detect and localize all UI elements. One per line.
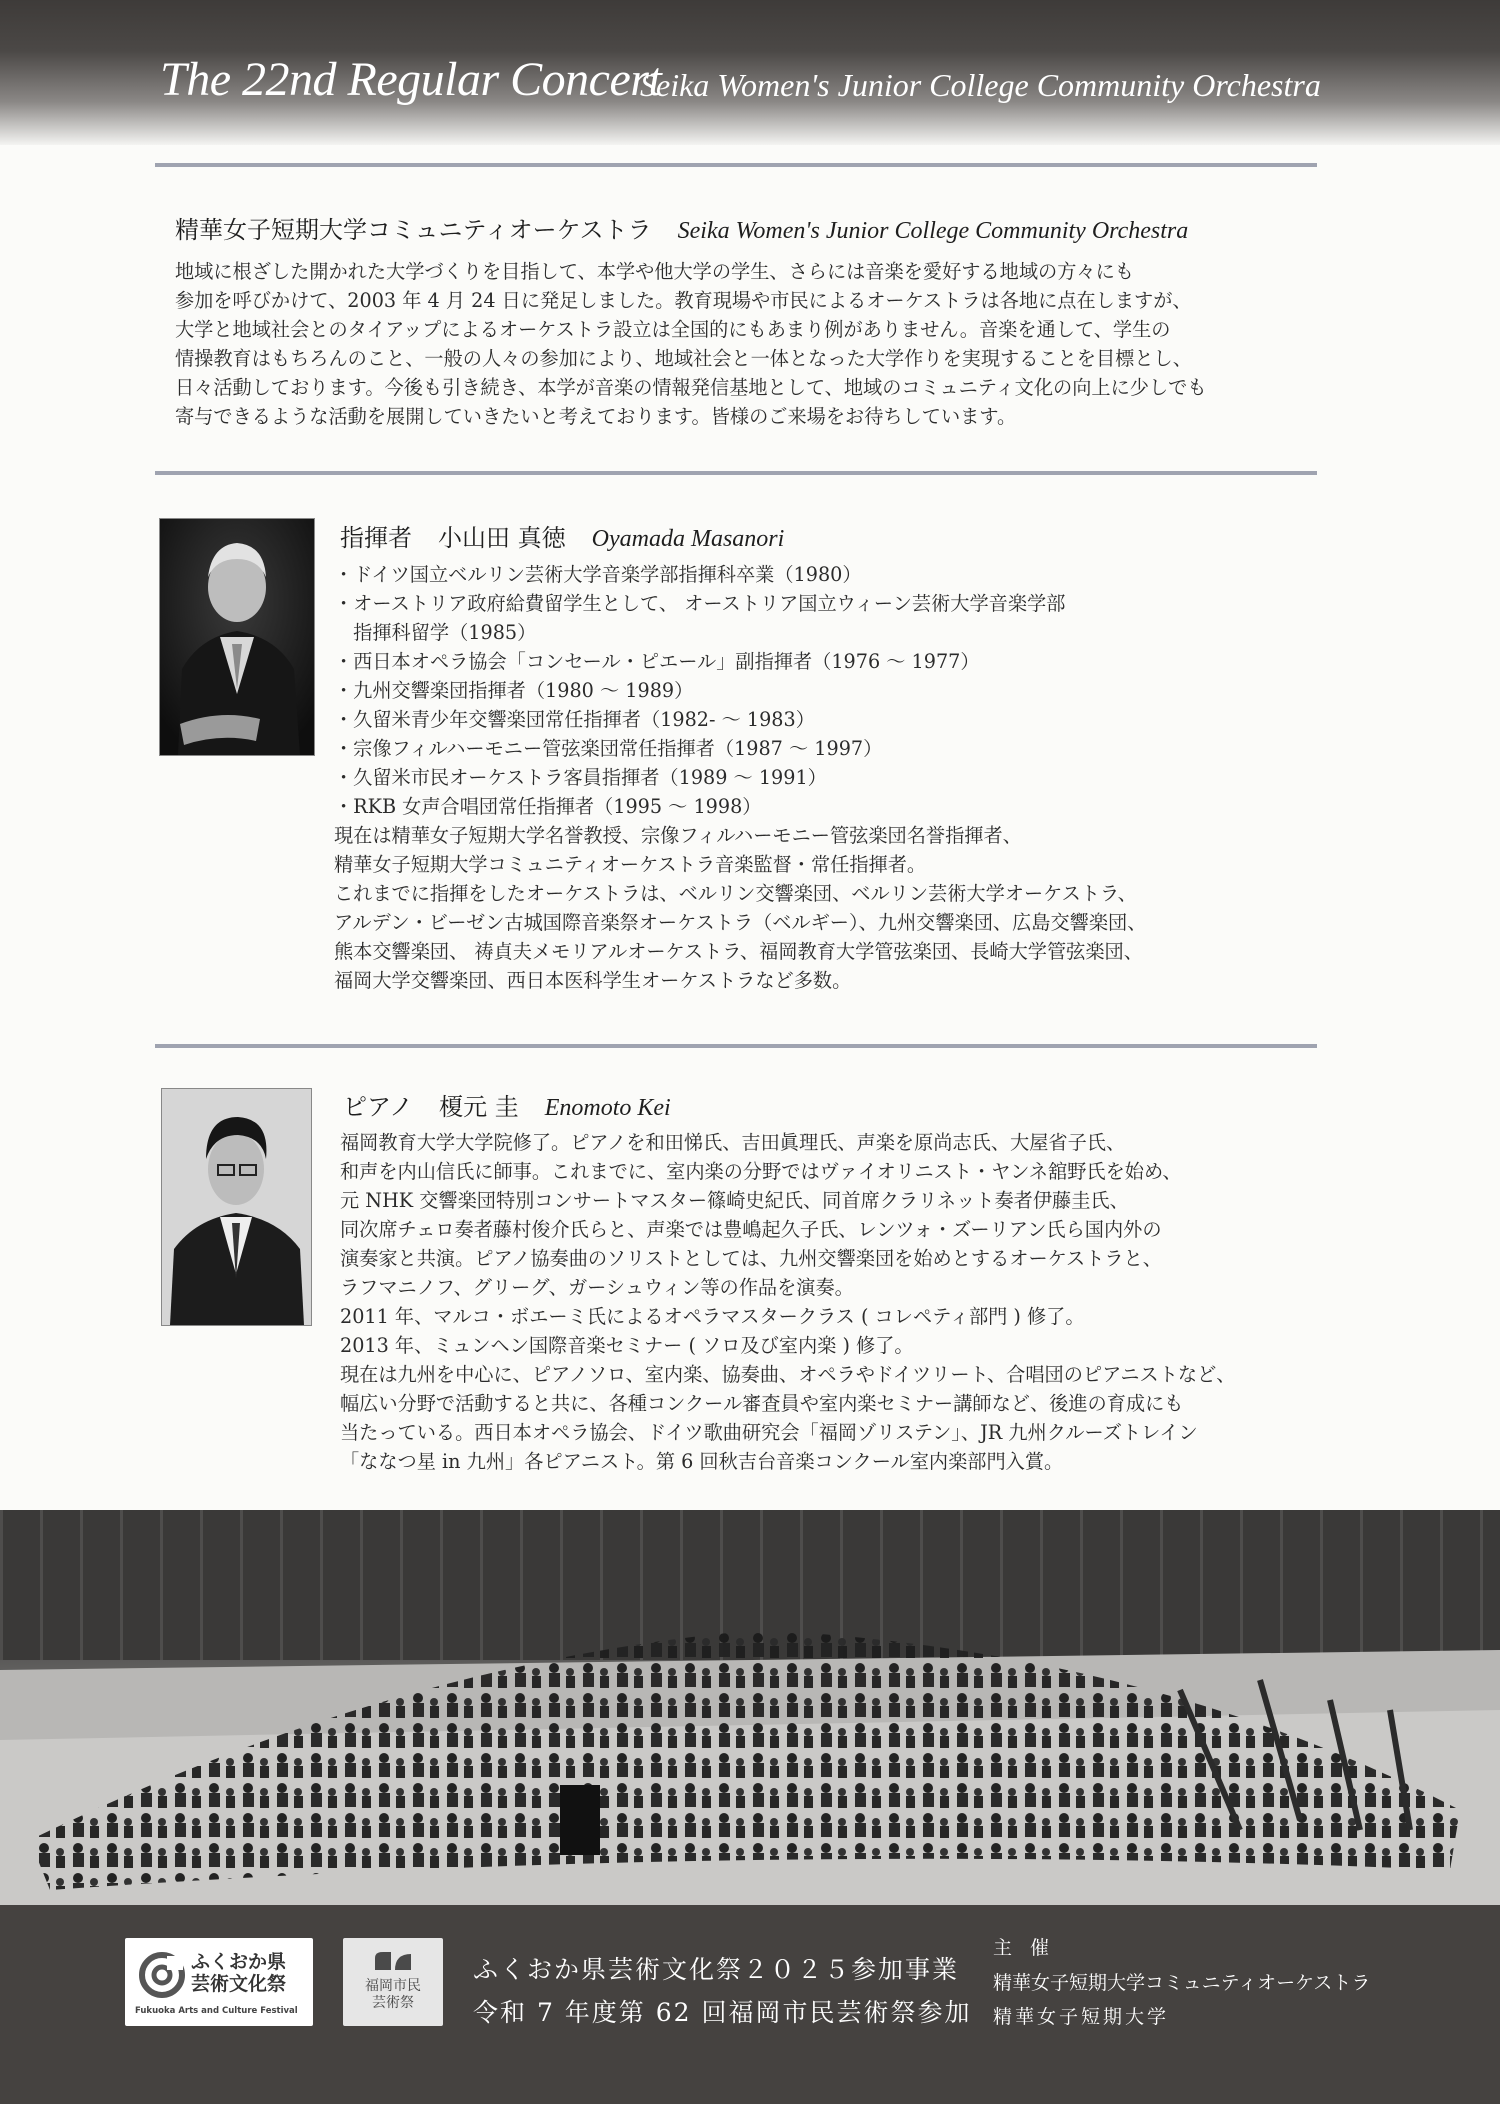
orchestra-stage-image: [0, 1510, 1500, 1905]
career-item: ・久留米市民オーケストラ客員指揮者（1989 ～ 1991）: [334, 766, 827, 789]
logo-text-en: Fukuoka Arts and Culture Festival: [135, 2006, 298, 2016]
conductor-role: 指揮者: [340, 524, 412, 552]
pianist-name-en: Enomoto Kei: [544, 1095, 671, 1121]
host-college: 精華女子短期大学: [993, 2006, 1170, 2028]
pianist-portrait-image: [162, 1089, 311, 1325]
conductor-name-ja: 小山田 真徳: [438, 524, 566, 552]
career-item: ・オーストリア政府給費留学生として、 オーストリア国立ウィーン芸術大学音楽学部: [334, 592, 1066, 615]
paragraph-line: 大学と地域社会とのタイアップによるオーケストラ設立は全国的にもあまり例がありません。音楽を通して、学生の: [175, 318, 1171, 341]
career-item: 指揮科留学（1985）: [334, 621, 537, 644]
spiral-logo-icon: [139, 1952, 185, 1998]
conductor-portrait-image: [160, 519, 314, 755]
pianist-bio: [340, 1128, 1235, 1476]
bio-line: 元 NHK 交響楽団特別コンサートマスター篠崎史紀氏、同首席クラリネット奏者伊藤圭氏、: [340, 1189, 1129, 1212]
pianist-photo: [161, 1088, 312, 1326]
conductor-title: [340, 518, 784, 553]
orchestra-name-header: Seika Women's Junior College Community Orchestra: [640, 67, 1321, 103]
bio-line: 2013 年、ミュンヘン国際音楽セミナー ( ソロ及び室内楽 ) 修了。: [340, 1334, 914, 1357]
pianist-name-ja: 榎元 圭: [439, 1093, 519, 1121]
logo-text-line1: ふくおか県: [191, 1951, 287, 1973]
bio-line: 現在は九州を中心に、ピアノソロ、室内楽、協奏曲、オペラやドイツリート、合唱団のピアニストなど、: [340, 1363, 1236, 1386]
concert-title: The 22nd Regular Concert: [160, 53, 662, 106]
conductor-current-line: 精華女子短期大学コミュニティオーケストラ音楽監督・常任指揮者。: [334, 853, 927, 876]
fukuoka-citizens-festival-logo: [343, 1938, 443, 2026]
paragraph-line: 日々活動しております。今後も引き続き、本学が音楽の情報発信基地として、地域のコミュニティ文化の向上に少しでも: [175, 376, 1207, 399]
paragraph-line: 情操教育はもちろんのこと、一般の人々の参加により、地域社会と一体となった大学作りを実現することを目標とし、: [175, 347, 1192, 370]
bio-line: 福岡教育大学大学院修了。ピアノを和田悌氏、吉田眞理氏、声楽を原尚志氏、大屋省子氏、: [340, 1131, 1126, 1154]
conductor-photo: [159, 518, 315, 756]
festival-participation-line1: ふくおか県芸術文化祭２０２５参加事業: [473, 1955, 960, 1984]
logo-text-line2: 芸術文化祭: [191, 1973, 287, 1995]
host-label: 主催: [993, 1937, 1068, 1959]
career-item: ・ドイツ国立ベルリン芸術大学音楽学部指揮科卒業（1980）: [334, 563, 862, 586]
orchestra-description: [175, 257, 1207, 431]
orchestra-section-title: [175, 210, 1188, 245]
bio-line: 幅広い分野で活動すると共に、各種コンクール審査員や室内楽セミナー講師など、後進の育成にも: [340, 1392, 1184, 1415]
bio-line: ラフマニノフ、グリーグ、ガーシュウィン等の作品を演奏。: [340, 1276, 854, 1299]
logo2-text-line1: 福岡市民: [365, 1978, 421, 1994]
divider-1: [155, 163, 1317, 167]
conductor-career-list: [334, 560, 1146, 821]
bio-line: 和声を内山信氏に師事。これまでに、室内楽の分野ではヴァイオリニスト・ヤンネ舘野氏を始め、: [340, 1160, 1182, 1183]
festival-participation-line2: 令和 7 年度第 62 回福岡市民芸術祭参加: [473, 1998, 972, 2027]
career-item: ・西日本オペラ協会「コンセール・ピエール」副指揮者（1976 ～ 1977）: [334, 650, 980, 673]
career-item: ・宗像フィルハーモニー管弦楽団常任指揮者（1987 ～ 1997）: [334, 737, 883, 760]
host-orchestra: 精華女子短期大学コミュニティオーケストラ: [993, 1972, 1371, 1994]
orchestra-title-ja: 精華女子短期大学コミュニティオーケストラ: [175, 216, 652, 244]
orchestra-photo: [0, 1510, 1500, 1905]
paragraph-line: 地域に根ざした開かれた大学づくりを目指して、本学や他大学の学生、さらには音楽を愛好する地域の方々にも: [175, 260, 1134, 283]
divider-3: [155, 1044, 1317, 1048]
bio-line: 同次席チェロ奏者藤村俊介氏らと、声楽では豊嶋起久子氏、レンツォ・ズーリアン氏ら国内外の: [340, 1218, 1162, 1241]
fukuoka-arts-festival-logo: [125, 1938, 313, 2026]
conductor-current-line: 現在は精華女子短期大学名誉教授、宗像フィルハーモニー管弦楽団名誉指揮者、: [334, 824, 1022, 847]
conductor-current-line: 福岡大学交響楽団、西日本医科学生オーケストラなど多数。: [334, 969, 852, 992]
paragraph-line: 寄与できるような活動を展開していきたいと考えております。皆様のご来場をお待ちしています。: [175, 405, 1017, 428]
career-item: ・久留米青少年交響楽団常任指揮者（1982- ～ 1983）: [334, 708, 815, 731]
bio-line: 当たっている。西日本オペラ協会、ドイツ歌曲研究会「福岡ゾリステン」、JR 九州クルーズトレイン: [340, 1421, 1198, 1444]
conductor-current-line: アルデン・ビーゼン古城国際音楽祭オーケストラ（ベルギー）、九州交響楽団、広島交響楽団、: [334, 911, 1147, 934]
bio-line: 「ななつ星 in 九州」各ピアニスト。第 6 回秋吉台音楽コンクール室内楽部門入賞。: [340, 1450, 1064, 1473]
conductor-current-line: これまでに指揮をしたオーケストラは、ベルリン交響楽団、ベルリン芸術大学オーケストラ、: [334, 882, 1137, 905]
pianist-role: ピアノ: [343, 1093, 414, 1121]
orchestra-title-en: Seika Women's Junior College Community Orchestra: [677, 218, 1189, 244]
paragraph-line: 参加を呼びかけて、2003 年 4 月 24 日に発足しました。教育現場や市民によるオーケストラは各地に点在しますが、: [175, 289, 1192, 312]
bio-line: 演奏家と共演。ピアノ協奏曲のソリストとしては、九州交響楽団を始めとするオーケストラと、: [340, 1247, 1162, 1270]
conductor-current-line: 熊本交響楽団、 祷貞夫メモリアルオーケストラ、福岡教育大学管弦楽団、長崎大学管弦楽団、: [334, 940, 1143, 963]
footer: [0, 1905, 1500, 2104]
pianist-title: [343, 1087, 671, 1122]
conductor-bio: [334, 560, 1146, 995]
header-banner: [0, 0, 1500, 145]
bio-line: 2011 年、マルコ・ボエーミ氏によるオペラマスタークラス ( コレペティ部門 ) 修了。: [340, 1305, 1085, 1328]
festival-mark-icon: [373, 1950, 413, 1972]
divider-2: [155, 471, 1317, 475]
conductor-name-en: Oyamada Masanori: [591, 526, 785, 552]
logo2-text-line2: 芸術祭: [372, 1995, 414, 2011]
career-item: ・RKB 女声合唱団常任指揮者（1995 ～ 1998）: [334, 795, 762, 818]
career-item: ・九州交響楽団指揮者（1980 ～ 1989）: [334, 679, 694, 702]
